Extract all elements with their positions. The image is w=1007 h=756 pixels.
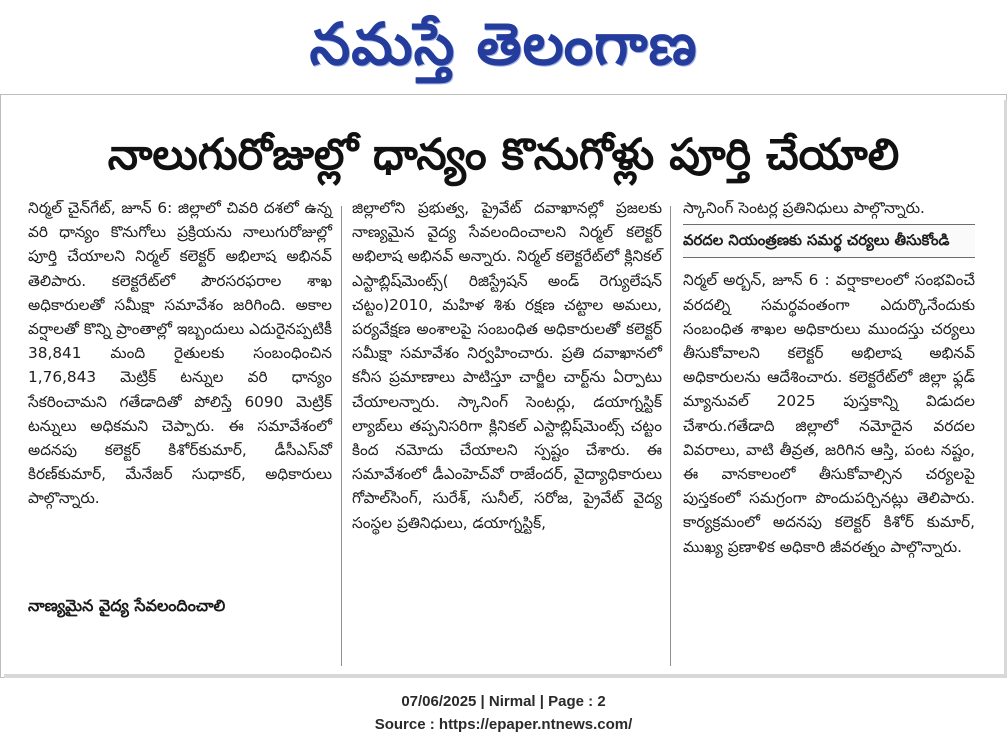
column-2-body: జిల్లాలోని ప్రభుత్వ, ప్రైవేట్ దవాఖానల్లో ప్రజలకు నాణ్యమైన వైద్య సేవలందించాలని నిర్మల్ కలెక్టర్ అభిలాష అభినవ్ అన్నారు. నిర్మల్ కలెక్టరేట్‌లో క్లినికల్ ఎస్టాబ్లిష్‌మెంట్స్( రిజిస్ట్రేషన్ అండ్ రెగ్యులేషన్ చట్టం)2010, మహిళ శిశు రక్షణ చట్టాల అమలు, పర్యవేక్షణ అంశాలపై సంబంధిత అధికారులతో కలెక్టర్ సమీక్షా సమావేశం నిర్వహించారు. ప్రతి దవాఖానలో కనీస ప్రమాణాలు పాటిస్తూ చార్జీల చార్ట్‌ను ఏర్పాటు చేయాలన్నారు. స్కానింగ్ సెంటర్లు, డయాగ్నస్టిక్ ల్యాబ్‌లు తప్పనిసరిగా క్లినికల్ ఎస్టాబ్లిష్‌మెంట్స్ చట్టం కింద నమోదు చేయాలని స్పష్టం చేశారు. ఈ సమావేశంలో డీఎంహెచ్‌వో రాజేందర్, వైద్యాధికారులు గోపాల్‌సింగ్, సురేశ్, సునీల్, సరోజ, ప్రైవేట్ వైద్య సంస్థల ప్రతినిధులు, డయాగ్నస్టిక్,: [352, 199, 662, 532]
article-headline: నాలుగురోజుల్లో ధాన్యం కొనుగోళ్లు పూర్తి చేయాలి: [107, 130, 900, 180]
column-3-lead: స్కానింగ్ సెంటర్ల ప్రతినిధులు పాల్గొన్నారు.: [683, 199, 925, 217]
column-1-subhead: నాణ్యమైన వైద్య సేవలందించాలి: [28, 596, 226, 615]
column-1-body: నిర్మల్ చైన్‌గేట్, జూన్ 6: జిల్లాలో చివరి దశలో ఉన్న వరి ధాన్యం కొనుగోలు ప్రక్రియను నాలుగురోజుల్లో పూర్తి చేయాలని నిర్మల్ కలెక్టర్ అభిలాష అభినవ్ తెలిపారు. కలెక్టరేట్‌లో పౌరసరఫరాల శాఖ అధికారులతో సమీక్షా సమావేశం జరిగింది. అకాల వర్షాలతో కొన్ని ప్రాంతాల్లో ఇబ్బందులు ఎదురైనప్పటికీ 38,841 మంది రైతులకు సంబంధించిన 1,76,843 మెట్రిక్ టన్నుల వరి ధాన్యం సేకరించామని గతేడాదితో పోలిస్తే 6090 మెట్రిక్ టన్నులు అధికమని చెప్పారు. ఈ సమావేశంలో అదనపు కలెక్టర్ కిశోర్‌కుమార్, డీసీఎస్‌వో కిరణ్‌కుమార్, మేనేజర్ సుధాకర్, అధికారులు పాల్గొన్నారు.: [28, 199, 332, 508]
source-link[interactable]: Source : https://epaper.ntnews.com/: [374, 716, 633, 733]
column-divider: [670, 206, 671, 666]
article-column-3: [683, 196, 975, 559]
frame-shadow: [4, 674, 1007, 678]
masthead: [0, 0, 1007, 92]
column-3-body: నిర్మల్ అర్బన్, జూన్ 6 : వర్షాకాలంలో సంభవించే వరదల్ని సమర్థవంతంగా ఎదుర్కొనేందుకు సంబంధిత శాఖల అధికారులు ముందస్తు చర్యలు తీసుకోవాలని కలెక్టర్ అభిలాష అభినవ్ అధికారులను ఆదేశించారు. కలెక్టరేట్‌లో జిల్లా ఫ్లడ్ మ్యానువల్ 2025 పుస్తకాన్ని విడుదల చేశారు.గతేడాది జిల్లాలో నమోదైన వరదల వివరాలు, వాటి తీవ్రత, జరిగిన ఆస్తి, పంట నష్టం, ఈ వానకాలంలో తీసుకోవాల్సిన చర్యలపై పుస్తకంలో సమగ్రంగా పొందుపర్చినట్లు తెలిపారు. కార్యక్రమంలో అదనపు కలెక్టర్ కిశోర్ కుమార్, ముఖ్య ప్రణాళిక అధికారి జీవరత్నం పాల్గొన్నారు.: [683, 271, 975, 556]
column-divider: [341, 206, 342, 666]
newspaper-logo: నమస్తే తెలంగాణ: [309, 10, 698, 78]
article-column-2: [352, 196, 662, 535]
page-meta: 07/06/2025 | Nirmal | Page : 2: [401, 693, 606, 710]
column-3-subhead: వరదల నియంత్రణకు సమర్థ చర్యలు తీసుకోండి: [683, 224, 975, 258]
article-column-1: [28, 196, 332, 511]
